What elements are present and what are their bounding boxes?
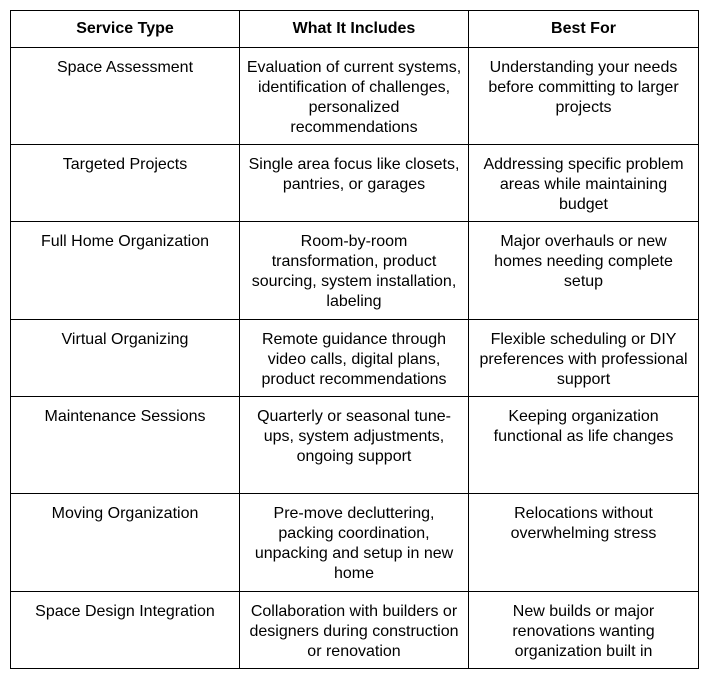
includes-cell: Remote guidance through video calls, digital plans, product recommendations	[240, 320, 469, 397]
includes-cell: Single area focus like closets, pantries, or garages	[240, 145, 469, 222]
service-type-cell: Virtual Organizing	[11, 320, 240, 397]
includes-cell: Evaluation of current systems, identification of challenges, personalized recommendations	[240, 48, 469, 145]
table-row	[11, 494, 699, 592]
includes-cell: Quarterly or seasonal tune-ups, system adjustments, ongoing support	[240, 397, 469, 494]
table-row	[11, 320, 699, 397]
best-for-cell: Flexible scheduling or DIY preferences with professional support	[469, 320, 699, 397]
header-what-it-includes: What It Includes	[240, 11, 469, 48]
best-for-cell: New builds or major renovations wanting organization built in	[469, 592, 699, 669]
table-row	[11, 222, 699, 320]
service-type-cell: Maintenance Sessions	[11, 397, 240, 494]
best-for-cell: Relocations without overwhelming stress	[469, 494, 699, 592]
best-for-cell: Understanding your needs before committing to larger projects	[469, 48, 699, 145]
header-service-type: Service Type	[11, 11, 240, 48]
service-type-cell: Moving Organization	[11, 494, 240, 592]
table-row	[11, 592, 699, 669]
service-type-cell: Space Assessment	[11, 48, 240, 145]
services-table	[10, 10, 699, 669]
best-for-cell: Addressing specific problem areas while maintaining budget	[469, 145, 699, 222]
best-for-cell: Major overhauls or new homes needing complete setup	[469, 222, 699, 320]
service-type-cell: Space Design Integration	[11, 592, 240, 669]
header-row	[11, 11, 699, 48]
table-header	[11, 11, 699, 48]
header-best-for: Best For	[469, 11, 699, 48]
service-type-cell: Targeted Projects	[11, 145, 240, 222]
best-for-cell: Keeping organization functional as life changes	[469, 397, 699, 494]
includes-cell: Collaboration with builders or designers during construction or renovation	[240, 592, 469, 669]
table-row	[11, 397, 699, 494]
table-body	[11, 48, 699, 669]
includes-cell: Room-by-room transformation, product sourcing, system installation, labeling	[240, 222, 469, 320]
includes-cell: Pre-move decluttering, packing coordination, unpacking and setup in new home	[240, 494, 469, 592]
table-row	[11, 48, 699, 145]
table-row	[11, 145, 699, 222]
service-type-cell: Full Home Organization	[11, 222, 240, 320]
